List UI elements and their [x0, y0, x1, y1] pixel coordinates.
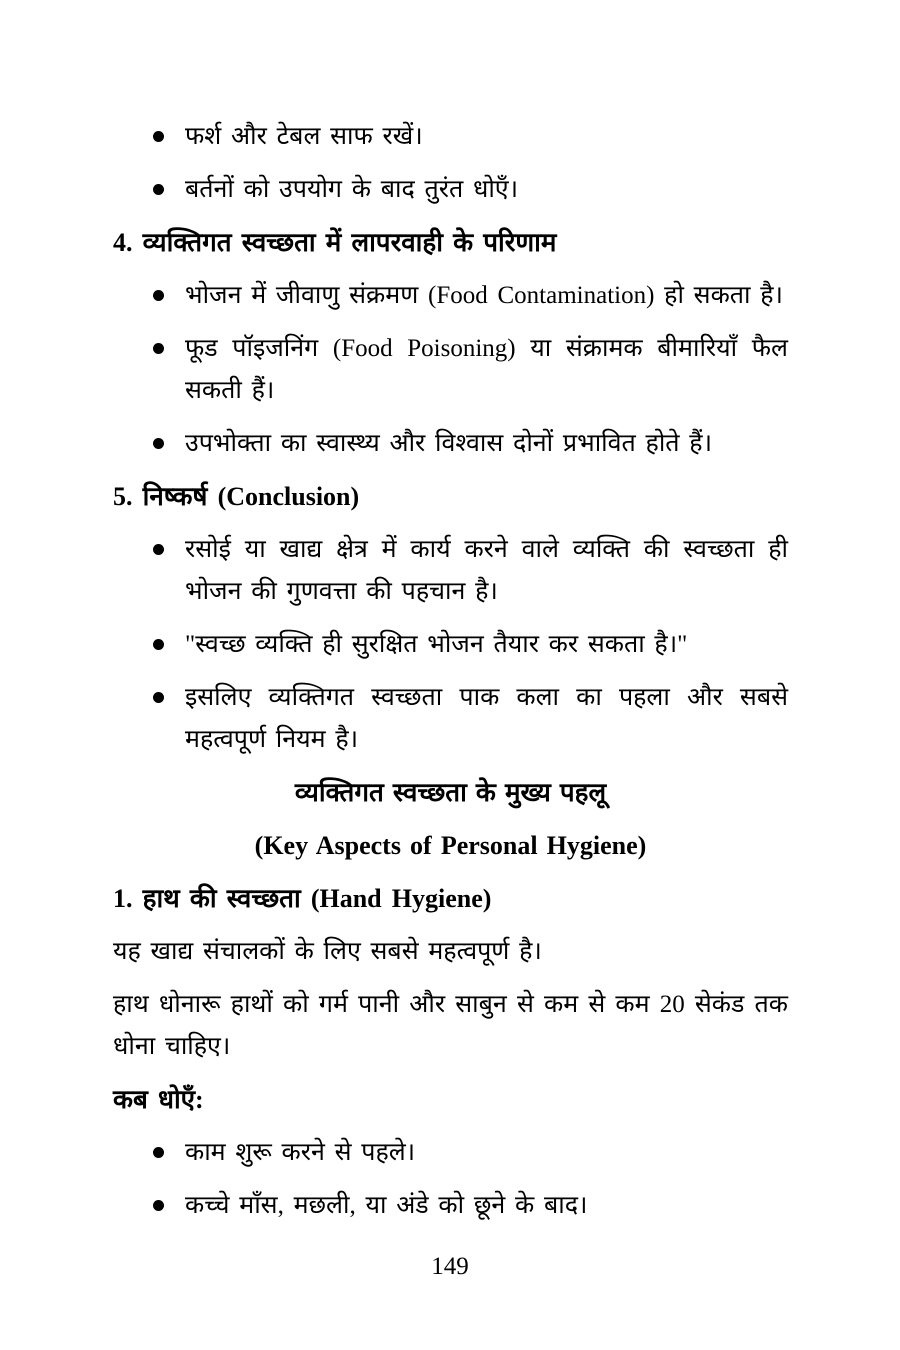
when-to-wash-bullet-list [113, 1132, 788, 1227]
negligence-bullet-list [113, 275, 788, 465]
bullet-dot-icon [153, 639, 164, 650]
bullet-text: भोजन में जीवाणु संक्रमण (Food Contamination) हो सकता है। [185, 282, 784, 309]
paragraph-method: हाथ धोनारू हाथों को गर्म पानी और साबुन से कम से कम 20 सेकंड तक धोना चाहिए। [113, 991, 788, 1060]
bullet-dot-icon [153, 1200, 164, 1211]
chapter-heading-hindi: व्यक्तिगत स्वच्छता के मुख्य पहलू [294, 778, 607, 807]
chapter-heading-english: (Key Aspects of Personal Hygiene) [254, 831, 647, 860]
subheading-when-to-wash: कब धोएँ: [113, 1085, 204, 1114]
bullet-dot-icon [153, 184, 164, 195]
bullet-text: कच्चे माँस, मछली, या अंडे को छूने के बाद। [185, 1192, 588, 1219]
section-heading-conclusion: 5. निष्कर्ष (Conclusion) [113, 482, 360, 511]
bullet-text: बर्तनों को उपयोग के बाद तुरंत धोएँ। [185, 176, 519, 203]
conclusion-bullet-list [113, 529, 788, 761]
paragraph-importance: यह खाद्य संचालकों के लिए सबसे महत्वपूर्ण है। [113, 938, 542, 965]
intro-bullet-list [113, 116, 788, 211]
list-item [113, 677, 788, 761]
section-heading-negligence: 4. व्यक्तिगत स्वच्छता में लापरवाही के परिणाम [113, 228, 557, 257]
bullet-dot-icon [153, 131, 164, 142]
bullet-text: फूड पॉइजनिंग (Food Poisoning) या संक्रामक बीमारियाँ फैल सकती हैं। [185, 335, 788, 404]
list-item [113, 1132, 788, 1174]
bullet-dot-icon [153, 544, 164, 555]
page-number: 149 [431, 1253, 469, 1280]
bullet-text: "स्वच्छ व्यक्ति ही सुरक्षित भोजन तैयार कर सकता है।" [185, 631, 688, 658]
bullet-text: इसलिए व्यक्तिगत स्वच्छता पाक कला का पहला और सबसे महत्वपूर्ण नियम है। [185, 684, 788, 753]
list-item [113, 624, 788, 666]
bullet-dot-icon [153, 343, 164, 354]
bullet-text: उपभोक्ता का स्वास्थ्य और विश्वास दोनों प्रभावित होते हैं। [185, 430, 713, 457]
section-heading-hand-hygiene: 1. हाथ की स्वच्छता (Hand Hygiene) [113, 884, 492, 913]
list-item [113, 169, 788, 211]
bullet-text: काम शुरू करने से पहले। [185, 1139, 416, 1166]
list-item [113, 1185, 788, 1227]
list-item [113, 328, 788, 412]
list-item [113, 275, 788, 317]
bullet-text: फर्श और टेबल साफ रखें। [185, 123, 423, 150]
bullet-dot-icon [153, 1147, 164, 1158]
list-item [113, 529, 788, 613]
bullet-text: रसोई या खाद्य क्षेत्र में कार्य करने वाले व्यक्ति की स्वच्छता ही भोजन की गुणवत्ता की पहचान है। [185, 536, 788, 605]
list-item [113, 423, 788, 465]
list-item [113, 116, 788, 158]
bullet-dot-icon [153, 290, 164, 301]
bullet-dot-icon [153, 692, 164, 703]
bullet-dot-icon [153, 438, 164, 449]
